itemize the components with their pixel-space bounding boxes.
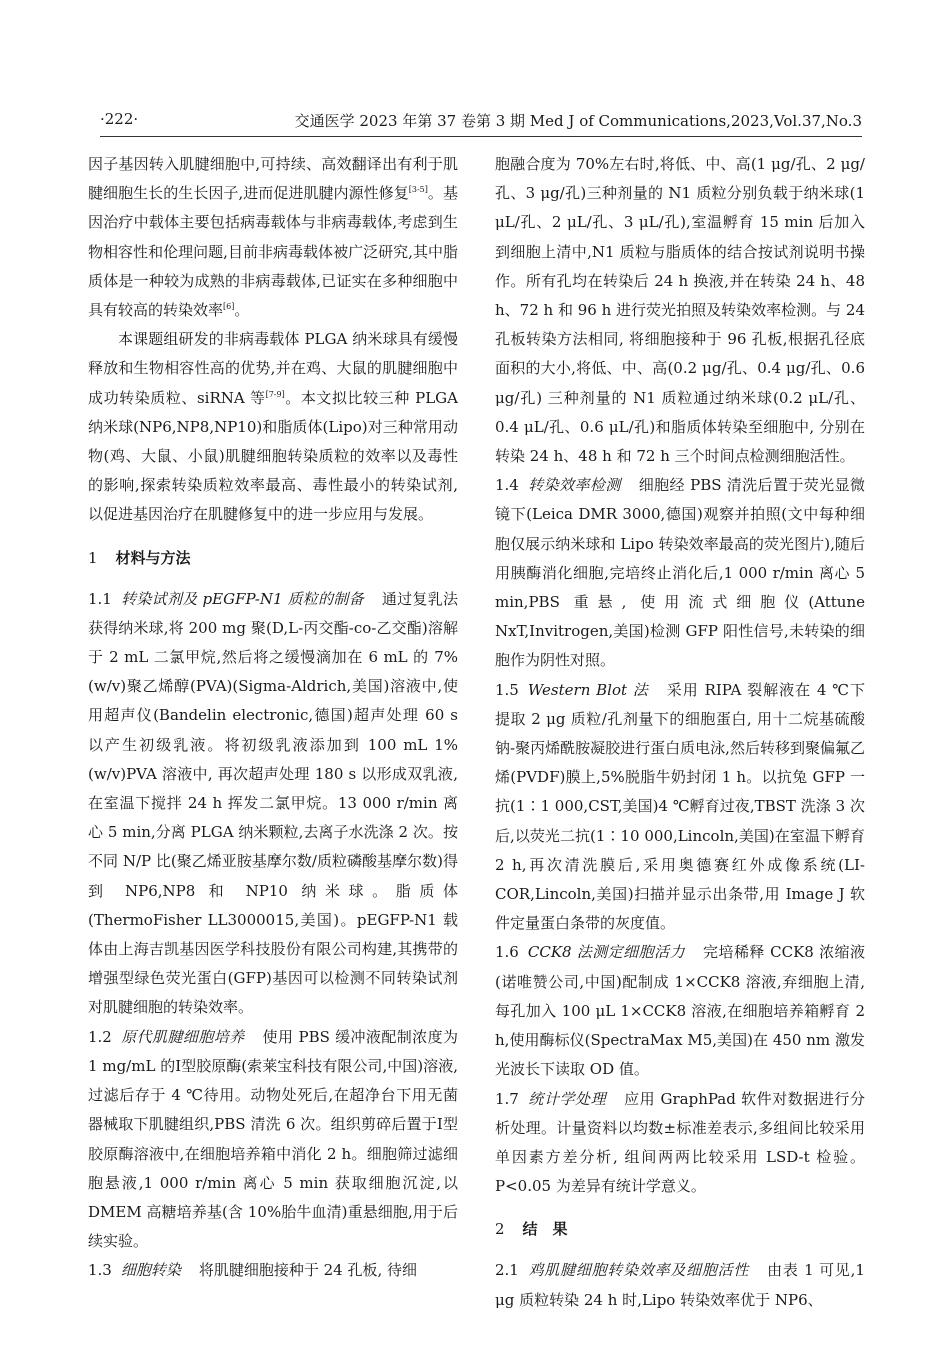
- subsection-title: 鸡肌腱细胞转染效率及细胞活性: [527, 1261, 750, 1280]
- paragraph-intro-2: 本课题组研发的非病毒载体 PLGA 纳米球具有缓慢释放和生物相容性高的优势,并在鸡、大鼠的肌腱细胞中成功转染质粒、siRNA 等[7-9]。本文拟比较三种 PLGA 纳米球(NP6,NP8,NP10)和脂质体(Lipo)对三种常用动物(鸡、大鼠、小鼠)肌腱细胞转染质粒的效率以及毒性的影响,探索转染质粒效率最高、毒性最小的转染试剂, 以促进基因治疗在肌腱修复中的进一步应用与发展。: [88, 330, 458, 524]
- subsection-1-3: 1.3 细胞转染 将肌腱细胞接种于 24 孔板, 待细: [88, 1261, 418, 1280]
- subsection-2-1: 2.1 鸡肌腱细胞转染效率及细胞活性 由表 1 可见,1 μg 质粒转染 24 h 时,Lipo 转染效率优于 NP6、: [495, 1261, 865, 1309]
- subsection-title: CCK8 法测定细胞活力: [527, 943, 686, 962]
- subsection-1-2: 1.2 原代肌腱细胞培养 使用 PBS 缓冲液配制浓度为 1 mg/mL 的Ⅰ型胶原酶(索莱宝科技有限公司,中国)溶液,过滤后存于 4 ℃待用。动物处死后,在超净台下用无菌器械取下肌腱组织,PBS 清洗 6 次。组织剪碎后置于Ⅰ型胶原酶溶液中,在细胞培养箱中消化 2 h。细胞筛过滤细胞悬液,1 000 r/min 离心 5 min 获取细胞沉淀,以 DMEM 高糖培养基(含 10%胎牛血清)重悬细胞,用于后续实验。: [88, 1027, 458, 1251]
- subsection-title: 细胞转染: [120, 1261, 181, 1280]
- subsection-1-5: 1.5 Western Blot 法 采用 RIPA 裂解液在 4 ℃下提取 2 μg 质粒/孔剂量下的细胞蛋白, 用十二烷基硫酸钠-聚丙烯酰胺凝胶进行蛋白质电泳,然后转移到聚偏氟乙烯(PVDF)膜上,5%脱脂牛奶封闭 1 h。以抗兔 GFP 一抗(1∶1 000,CST,美国)4 ℃孵育过夜,TBST 洗涤 3 次后,以荧光二抗(1∶10 000,Lincoln,美国)在室温下孵育 2 h,再次清洗膜后,采用奥德赛红外成像系统(LI-COR,Lincoln,美国)扫描并显示出条带,用 Image J 软件定量蛋白条带的灰度值。: [495, 680, 865, 933]
- left-column: [88, 150, 458, 1286]
- journal-citation: 交通医学 2023 年第 37 卷第 3 期 Med J of Communications,2023,Vol.37,No.3: [294, 112, 862, 130]
- section-heading-methods: 1 材料与方法: [88, 548, 191, 567]
- subsection-1-7: 1.7 统计学处理 应用 GraphPad 软件对数据进行分析处理。计量资料以均数±标准差表示,多组间比较采用单因素方差分析, 组间两两比较采用 LSD-t 检验。P<0.05 为差异有统计学意义。: [495, 1089, 865, 1196]
- subsection-1-6: 1.6 CCK8 法测定细胞活力 完培稀释 CCK8 浓缩液(诺唯赞公司,中国)配制成 1×CCK8 溶液,弃细胞上清,每孔加入 100 μL 1×CCK8 溶液,在细胞培养箱孵育 2 h,使用酶标仪(SpectraMax M5,美国)在 450 nm 激发光波长下读取 OD 值。: [495, 943, 865, 1079]
- running-header: [100, 110, 862, 137]
- subsection-1-1: 1.1 转染试剂及 pEGFP-N1 质粒的制备 通过复乳法获得纳米球,将 200 mg 聚(D,L-丙交酯-co-乙交酯)溶解于 2 mL 二氯甲烷,然后将之缓慢滴加在 6 mL 的 7%(w/v)聚乙烯醇(PVA)(Sigma-Aldrich,美国)溶液中,使用超声仪(Bandelin electronic,德国)超声处理 60 s 以产生初级乳液。将初级乳液添加到 100 mL 1%(w/v)PVA 溶液中, 再次超声处理 180 s 以形成双乳液,在室温下搅拌 24 h 挥发二氯甲烷。13 000 r/min 离心 5 min,分离 PLGA 纳米颗粒,去离子水洗涤 2 次。按不同 N/P 比(聚乙烯亚胺基摩尔数/质粒磷酸基摩尔数)得到 NP6,NP8 和 NP10 纳米球。脂质体(ThermoFisher LL3000015,美国)。pEGFP-N1 载体由上海吉凯基因医学科技股份有限公司构建,其携带的增强型绿色荧光蛋白(GFP)基因可以检测不同转染试剂对肌腱细胞的转染效率。: [88, 589, 458, 1017]
- subsection-title: Western Blot 法: [527, 680, 649, 699]
- subsection-title: 转染试剂及 pEGFP-N1 质粒的制备: [120, 589, 364, 608]
- subsection-title: 统计学处理: [527, 1089, 607, 1108]
- citation-ref: [6]: [223, 302, 235, 312]
- right-column: [495, 150, 865, 1315]
- subsection-title: 原代肌腱细胞培养: [120, 1027, 245, 1046]
- section-heading-results: 2 结 果: [495, 1220, 568, 1239]
- paragraph-transfection-cont: 胞融合度为 70%左右时,将低、中、高(1 μg/孔、2 μg/孔、3 μg/孔)三种剂量的 N1 质粒分别负载于纳米球(1 μL/孔、2 μL/孔、3 μL/孔),室温孵育 15 min 后加入到细胞上清中,N1 质粒与脂质体的结合按试剂说明书操作。所有孔均在转染后 24 h 换液,并在转染 24 h、48 h、72 h 和 96 h 进行荧光拍照及转染效率检测。与 24 孔板转染方法相同, 将细胞接种于 96 孔板,根据孔径底面积的大小,将低、中、高(0.2 μg/孔、0.4 μg/孔、0.6 μg/孔) 三种剂量的 N1 质粒通过纳米球(0.2 μL/孔、0.4 μL/孔、0.6 μL/孔)和脂质体转染至细胞中, 分别在转染 24 h、48 h 和 72 h 三个时间点检测细胞活性。: [495, 155, 865, 466]
- subsection-title: 转染效率检测: [527, 476, 621, 495]
- citation-ref: [3-5]: [408, 185, 428, 195]
- citation-ref: [7-9]: [265, 389, 285, 399]
- subsection-1-4: 1.4 转染效率检测 细胞经 PBS 清洗后置于荧光显微镜下(Leica DMR 3000,德国)观察并拍照(文中每种细胞仅展示纳米球和 Lipo 转染效率最高的荧光图片),随后用胰酶消化细胞,完培终止消化后,1 000 r/min 离心 5 min,PBS 重悬, 使用流式细胞仪(Attune NxT,Invitrogen,美国)检测 GFP 阳性信号,未转染的细胞作为阴性对照。: [495, 476, 865, 670]
- page-number: ·222·: [100, 110, 139, 128]
- paragraph-intro-1: 因子基因转入肌腱细胞中,可持续、高效翻译出有利于肌腱细胞生长的生长因子,进而促进肌腱内源性修复[3-5]。基因治疗中载体主要包括病毒载体与非病毒载体,考虑到生物相容性和伦理问题,目前非病毒载体被广泛研究,其中脂质体是一种较为成熟的非病毒载体,已证实在多种细胞中具有较高的转染效率[6]。: [88, 155, 458, 320]
